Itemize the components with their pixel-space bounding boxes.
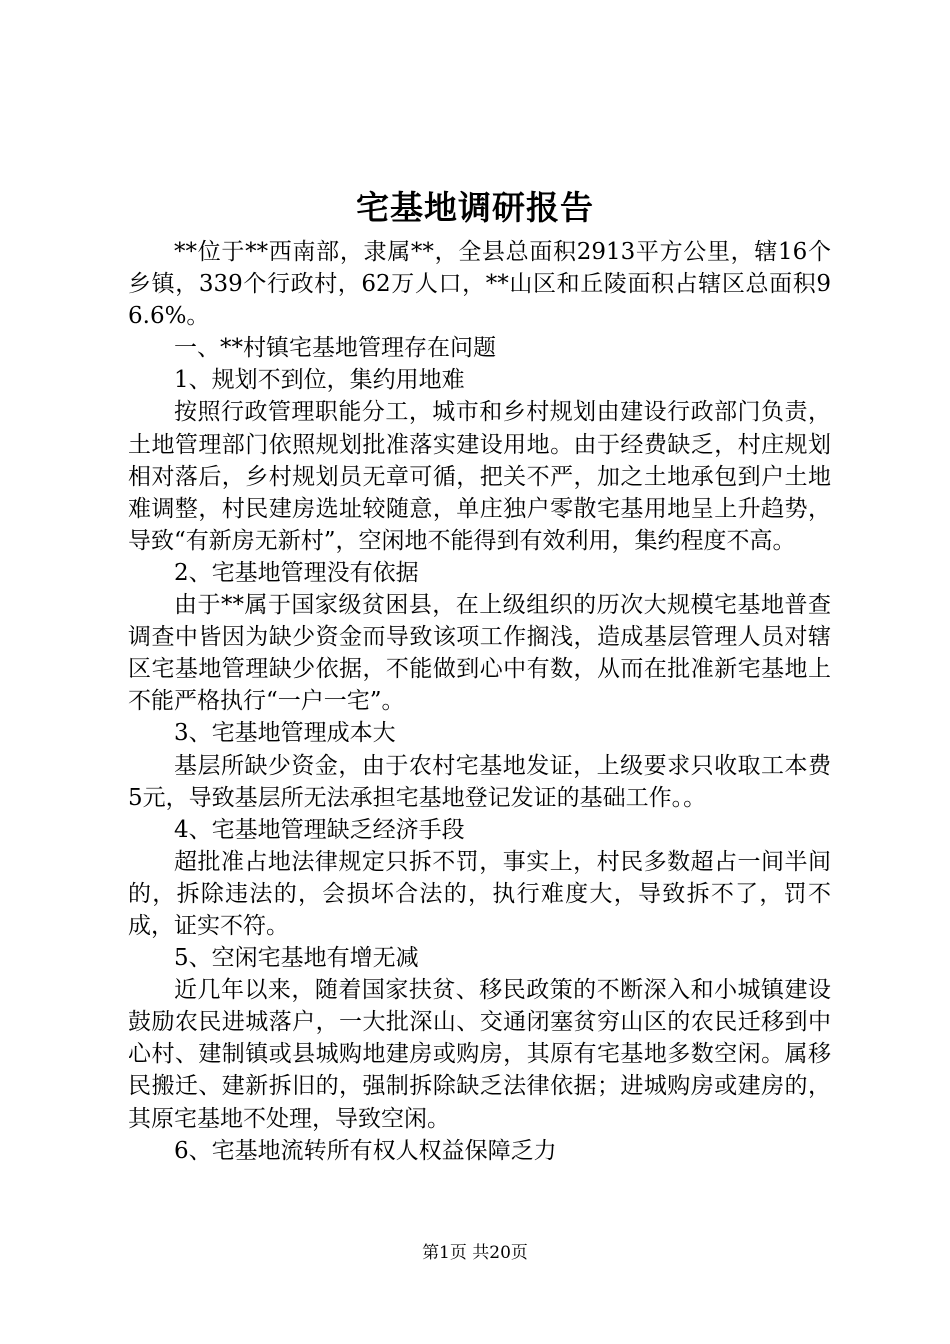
paragraph-intro: **位于**西南部，隶属**，全县总面积2913平方公里，辖16个乡镇，339个行政村，62万人口，**山区和丘陵面积占辖区总面积96.6%。 xyxy=(128,239,831,330)
paragraph-4: 超批准占地法律规定只拆不罚，事实上，村民多数超占一间半间的，拆除违法的，会损坏合法的，执行难度大，导致拆不了，罚不成，证实不符。 xyxy=(128,848,831,939)
subheading-4: 4、宅基地管理缺乏经济手段 xyxy=(174,816,465,843)
paragraph-2: 由于**属于国家级贫困县，在上级组织的历次大规模宅基地普查调查中皆因为缺少资金而导致该项工作搁浅，造成基层管理人员对辖区宅基地管理缺少依据，不能做到心中有数，从而在批准新宅基地上不能严格执行“一户一宅”。 xyxy=(128,592,831,715)
subheading-2: 2、宅基地管理没有依据 xyxy=(174,559,419,586)
paragraph-3: 基层所缺少资金，由于农村宅基地发证，上级要求只收取工本费5元，导致基层所无法承担宅基地登记发证的基础工作。。 xyxy=(128,752,831,811)
subheading-3: 3、宅基地管理成本大 xyxy=(174,720,396,747)
subheading-1: 1、规划不到位，集约用地难 xyxy=(174,367,465,394)
document-body xyxy=(128,236,831,1167)
page-number-footer: 第1页 共20页 xyxy=(422,1243,528,1263)
paragraph-5: 近几年以来，随着国家扶贫、移民政策的不断深入和小城镇建设鼓励农民进城落户，一大批深山、交通闭塞贫穷山区的农民迁移到中心村、建制镇或县城购地建房或购房，其原有宅基地多数空闲。属移民搬迁、建新拆旧的，强制拆除缺乏法律依据；进城购房或建房的，其原宅基地不处理，导致空闲。 xyxy=(128,977,831,1132)
section-heading-problems: 一、**村镇宅基地管理存在问题 xyxy=(174,335,496,362)
subheading-5: 5、空闲宅基地有增无减 xyxy=(174,945,419,972)
document-title: 宅基地调研报告 xyxy=(356,188,594,227)
subheading-6: 6、宅基地流转所有权人权益保障乏力 xyxy=(174,1137,557,1164)
paragraph-1: 按照行政管理职能分工，城市和乡村规划由建设行政部门负责，土地管理部门依照规划批准落实建设用地。由于经费缺乏，村庄规划相对落后，乡村规划员无章可循，把关不严，加之土地承包到户土地难调整，村民建房选址较随意，单庄独户零散宅基用地呈上升趋势，导致“有新房无新村”，空闲地不能得到有效利用，集约程度不高。 xyxy=(128,399,831,554)
